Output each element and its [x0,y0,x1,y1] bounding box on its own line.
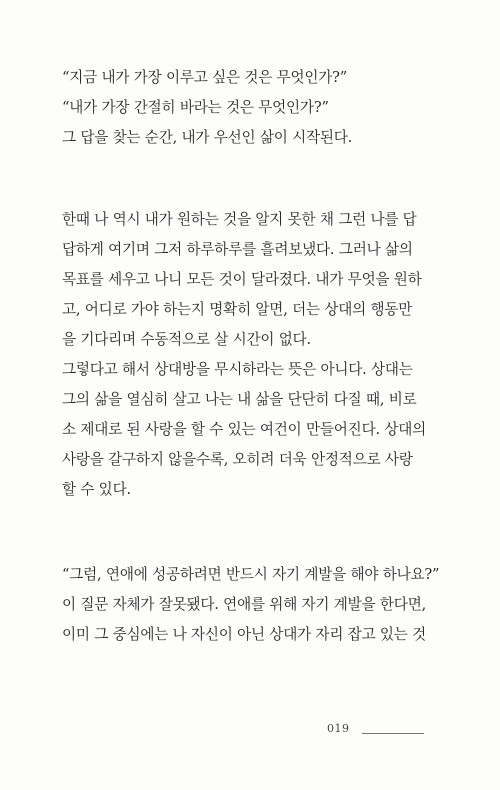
text-line: 소 제대로 된 사랑을 할 수 있는 여건이 만들어진다. 상대의 [62,421,427,438]
paragraph-questions [62,63,452,153]
paragraph-body [62,205,452,505]
text-line: 한때 나 역시 내가 원하는 것을 알지 못한 채 그런 나를 답 [62,211,417,228]
text-line: 그 답을 찾는 순간, 내가 우선인 삶이 시작된다. [62,129,353,146]
text-line: 목표를 세우고 나니 모든 것이 달라졌다. 내가 무엇을 원하 [62,271,422,288]
text-line: 이미 그 중심에는 나 자신이 아닌 상대가 자리 잡고 있는 것 [62,626,427,643]
text-line: 이 질문 자체가 잘못됐다. 연애를 위해 자기 계발을 한다면, [62,596,427,613]
text-line: 사랑을 갈구하지 않을수록, 오히려 더욱 안정적으로 사랑 [62,451,413,468]
text-line: 그의 삶을 열심히 살고 나는 내 삶을 단단히 다질 때, 비로 [62,391,417,408]
text-line: “지금 내가 가장 이루고 싶은 것은 무엇인가?” [62,69,348,86]
text-line: 을 기다리며 수동적으로 살 시간이 없다. [62,331,311,348]
page-number-rule [362,733,424,734]
text-line: 답하게 여기며 그저 하루하루를 흘려보냈다. 그러나 삶의 [62,241,413,258]
text-line: 그렇다고 해서 상대방을 무시하라는 뜻은 아니다. 상대는 [62,361,413,378]
page-number: 019 [327,722,350,735]
paragraph-closing [62,560,452,650]
text-line: 고, 어디로 가야 하는지 명확히 알면, 더는 상대의 행동만 [62,301,413,318]
text-line: “그럼, 연애에 성공하려면 반드시 자기 계발을 해야 하나요?” [62,566,440,583]
text-line: 할 수 있다. [62,481,131,498]
text-line: “내가 가장 간절히 바라는 것은 무엇인가?” [62,99,329,116]
